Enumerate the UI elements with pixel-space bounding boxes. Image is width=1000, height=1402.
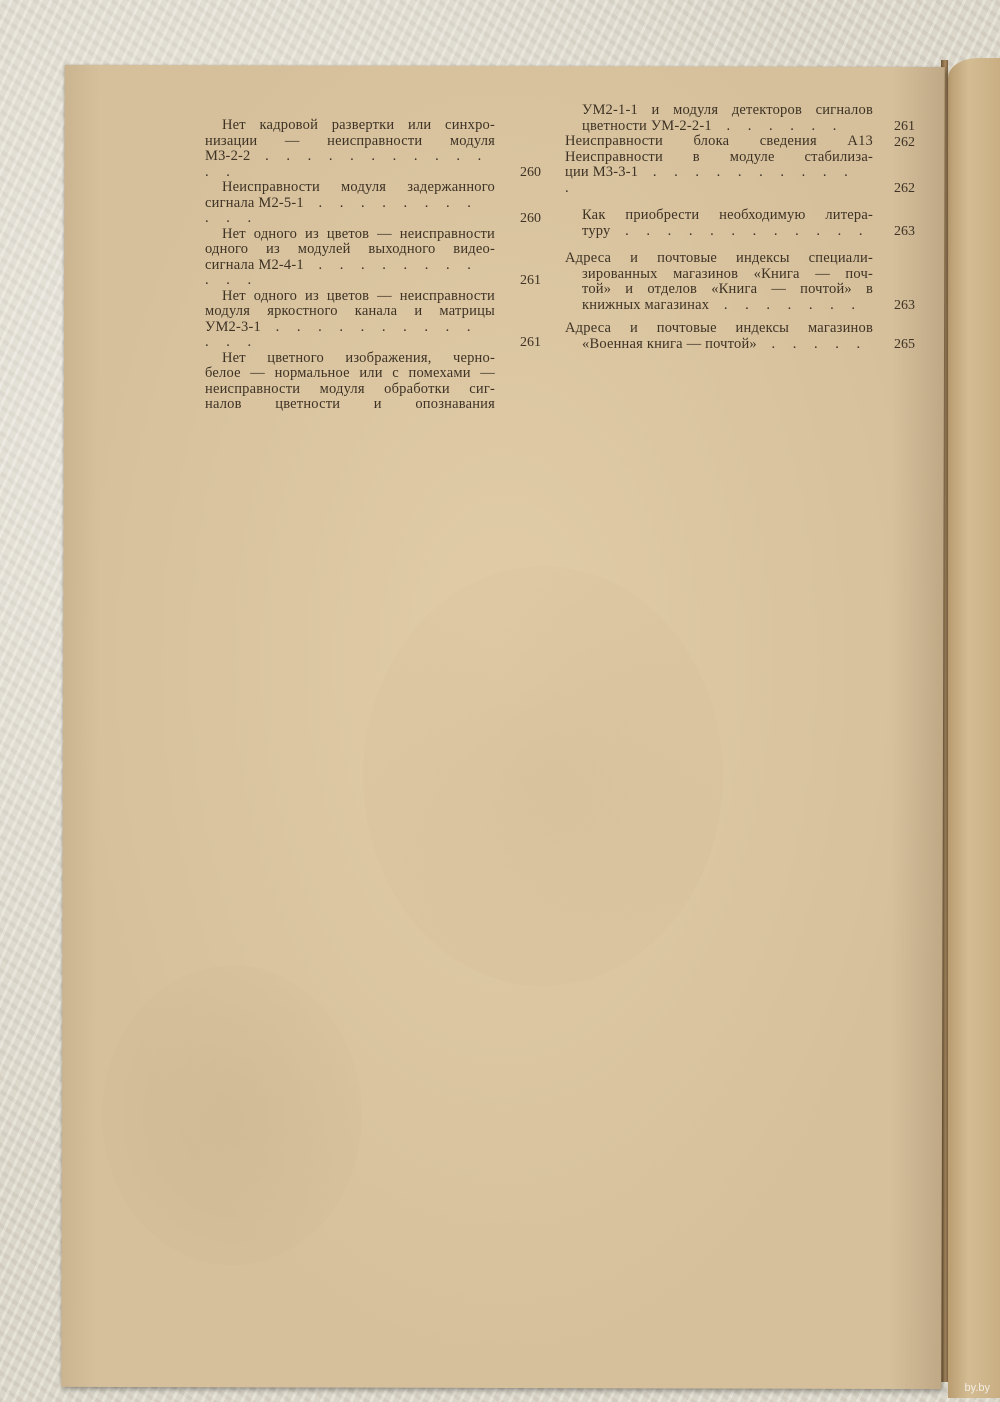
next-page-edge bbox=[948, 58, 1000, 1398]
toc-entry-line: Адреса и почтовые индексы специали- bbox=[565, 250, 873, 266]
toc-entry-line-last: цветности УМ-2-2-1 . . . . . . bbox=[582, 117, 844, 134]
toc-page-number: 261 bbox=[894, 118, 915, 134]
toc-page-number: 260 bbox=[520, 211, 541, 226]
toc-entry-line: УМ2-1-1 и модуля детекторов сигналов bbox=[582, 102, 873, 118]
toc-entry-line: Адреса и почтовые индексы магазинов bbox=[565, 320, 873, 336]
toc-entry-line-last: сигнала М2-4-1 . . . . . . . . . . . bbox=[205, 256, 478, 288]
toc-entry bbox=[205, 351, 541, 413]
toc-entry-line: зированных магазинов «Книга — поч- bbox=[582, 265, 873, 282]
toc-entry-line: налов цветности и опознавания bbox=[205, 396, 495, 412]
toc-entry bbox=[205, 118, 541, 180]
toc-left-column bbox=[205, 118, 541, 413]
toc-entry-line-last: книжных магазинах . . . . . . . bbox=[582, 296, 862, 313]
toc-entry bbox=[565, 251, 915, 313]
toc-entry bbox=[565, 134, 915, 150]
toc-entry bbox=[565, 208, 915, 239]
watermark-text: by.by bbox=[964, 1382, 990, 1394]
toc-entry bbox=[565, 103, 915, 134]
toc-entry-line: Нет одного из цветов — неисправности bbox=[222, 225, 495, 242]
paper-stain bbox=[102, 965, 363, 1266]
toc-entry-line: Нет одного из цветов — неисправности bbox=[222, 287, 495, 304]
toc-entry-line: Неисправности модуля задержанного bbox=[222, 179, 495, 195]
toc-right-column bbox=[565, 103, 915, 352]
toc-page-number: 263 bbox=[894, 223, 915, 239]
toc-entry-line: низации — неисправности модуля bbox=[205, 132, 495, 149]
toc-entry bbox=[205, 289, 541, 351]
toc-entry-line: Нет цветного изображения, черно- bbox=[222, 349, 495, 366]
paper-stain bbox=[362, 566, 723, 987]
toc-entry-line: Нет кадровой развертки или синхро- bbox=[222, 117, 495, 133]
toc-entry-line-last: ции М3-3-1 . . . . . . . . . . . bbox=[565, 164, 855, 196]
toc-entry-line: Неисправности в модуле стабилиза- bbox=[565, 148, 873, 165]
toc-entry-line: модуля яркостного канала и матрицы bbox=[205, 303, 495, 319]
toc-entry-line: белое — нормальное или с помехами — bbox=[205, 365, 495, 381]
toc-entry-line: той» и отделов «Книга — почтой» в bbox=[582, 281, 873, 297]
toc-page-number: 265 bbox=[894, 336, 915, 352]
toc-entry-line-last: сигнала М2-5-1 . . . . . . . . . . . bbox=[205, 194, 478, 226]
toc-entry-line-last: М3-2-2 . . . . . . . . . . . . . bbox=[205, 148, 489, 180]
toc-entry-line: неисправности модуля обработки сиг- bbox=[205, 380, 495, 397]
toc-page-number: 262 bbox=[894, 135, 915, 150]
toc-page-number: 261 bbox=[520, 335, 541, 350]
toc-entry bbox=[205, 227, 541, 289]
toc-page-number: 261 bbox=[520, 273, 541, 288]
toc-entry bbox=[565, 150, 915, 197]
toc-entry bbox=[565, 321, 915, 352]
toc-entry-line-last: «Военная книга — почтой» . . . . . bbox=[582, 335, 868, 352]
toc-entry-line-last: УМ2-3-1 . . . . . . . . . . . . . bbox=[205, 318, 478, 350]
toc-page-number: 260 bbox=[520, 164, 541, 180]
toc-entry-line: Как приобрести необходимую литера- bbox=[582, 207, 873, 223]
toc-page-number: 263 bbox=[894, 297, 915, 313]
toc-entry-line: Неисправности блока сведения А13 bbox=[565, 133, 873, 149]
toc-page-number: 262 bbox=[894, 180, 915, 196]
toc-entry-line: одного из модулей выходного видео- bbox=[205, 241, 495, 257]
toc-entry-line-last: туру . . . . . . . . . . . . bbox=[582, 222, 870, 239]
toc-entry bbox=[205, 180, 541, 227]
